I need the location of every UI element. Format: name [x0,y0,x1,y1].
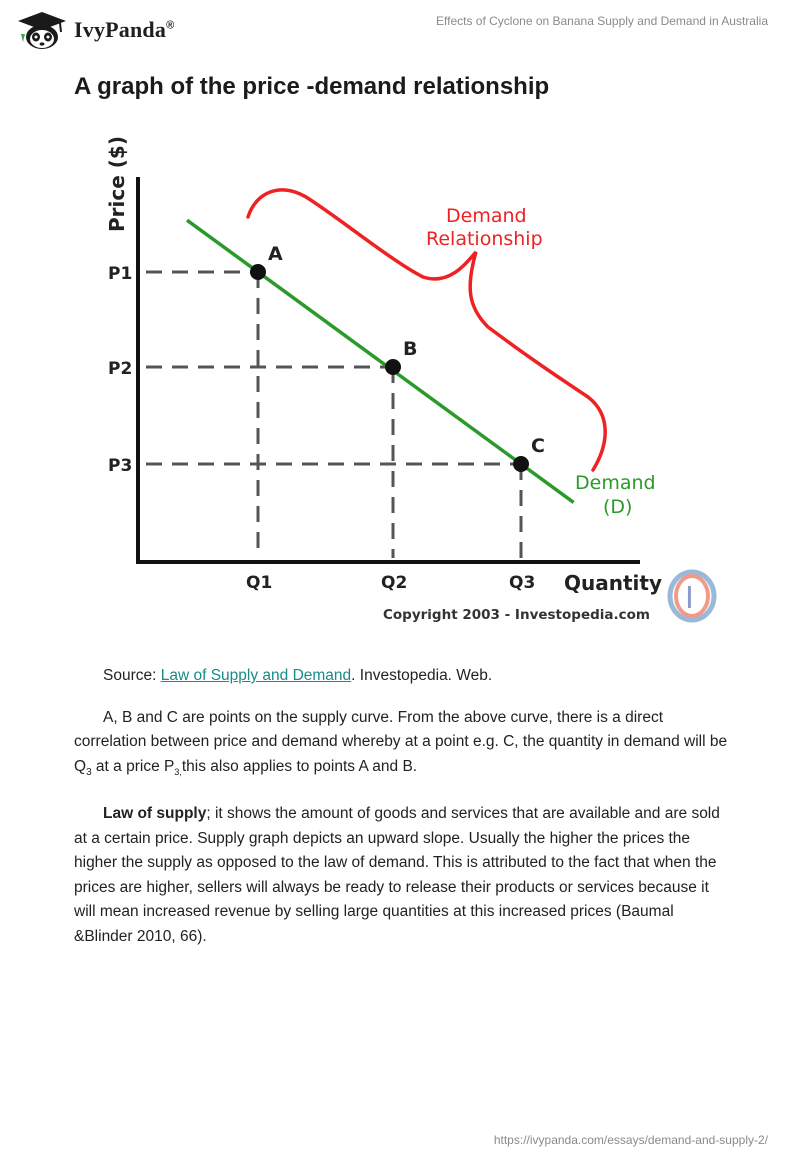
paragraph-law-of-supply: Law of supply; it shows the amount of goods and services that are available and are sold at a certain price. Supply graph depicts an upward slope. Usually the higher the prices the higher the supply as opposed to the law of demand. This is attributed to the fact that when the prices are higher, sellers will always be ready to release their products or services because it will mean increased revenue by selling large quantities at this increased prices (Baumal &Blinder 2010, 66). [74,805,720,945]
annotation-line-2: Relationship [426,228,543,250]
copyright-text: Copyright 2003 - Investopedia.com [383,607,650,623]
point-label-b: B [403,338,418,360]
demand-chart-figure [88,122,728,638]
annotation-line-1: Demand [446,205,527,227]
ivypanda-logo[interactable] [16,10,174,50]
point-label-a: A [268,243,283,265]
point-c [513,456,529,472]
watermark-letter: I [685,581,694,616]
point-a [250,264,266,280]
panda-icon [16,10,68,50]
legend-label-line-2: (D) [603,496,633,518]
paragraph-points: A, B and C are points on the supply curve. From the above curve, there is a direct correlation between price and demand whereby at a point e.g. C, the quantity in demand will be $Q_3$ at a price $P_{3,}this$ also applies to points A and B. [74,708,728,778]
brand-name: IvyPanda® [74,17,175,42]
y-tick-label: P1 [108,264,133,284]
y-tick-label: P3 [108,456,133,476]
x-tick-label: Q1 [246,573,273,593]
footer-url: https://ivypanda.com/essays/demand-and-supply-2/ [493,1133,768,1147]
demand-series [187,220,574,502]
y-axis-label: Price ($) [105,136,129,232]
article-body [74,664,728,966]
point-label-c: C [531,435,545,457]
x-tick-label: Q2 [381,573,408,593]
demand-chart [88,122,728,638]
x-axis-label: Quantity [564,571,662,595]
source-link[interactable]: Law of Supply and Demand [160,667,352,684]
investopedia-watermark-icon [670,572,714,620]
page-header [0,0,800,70]
guide-lines [146,272,521,558]
legend-label-line-1: Demand [575,472,656,494]
x-tick-label: Q3 [509,573,536,593]
source-line: Source: Law of Supply and Demand. Investopedia. Web. [103,667,493,684]
point-b [385,359,401,375]
document-title: Effects of Cyclone on Banana Supply and Demand in Australia [436,14,768,28]
section-heading: A graph of the price -demand relationship [74,73,550,100]
y-tick-label: P2 [108,359,133,379]
